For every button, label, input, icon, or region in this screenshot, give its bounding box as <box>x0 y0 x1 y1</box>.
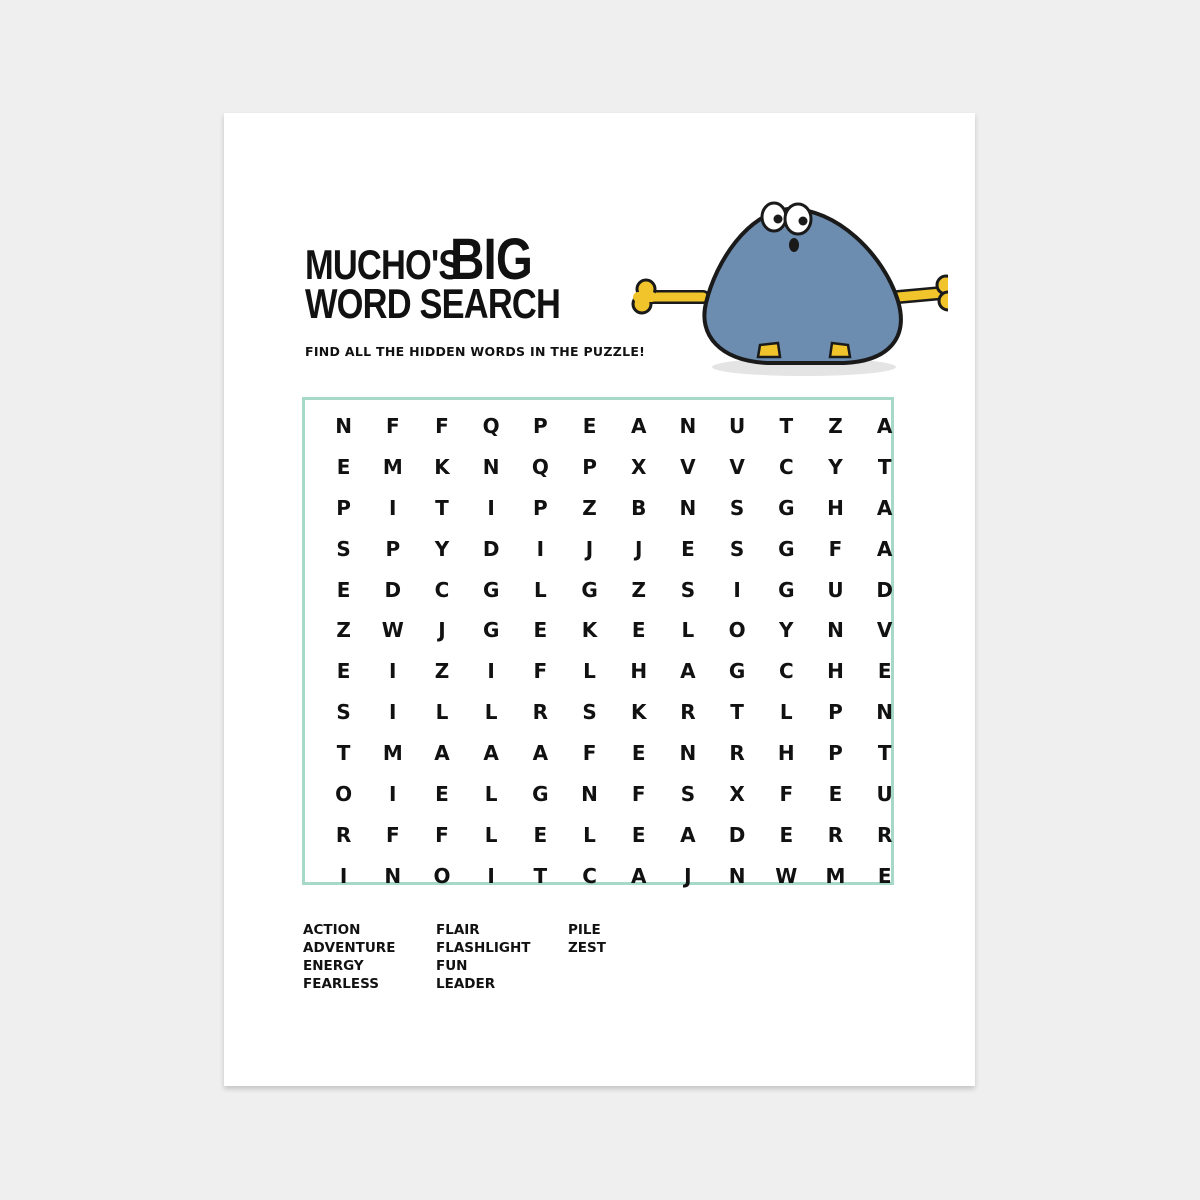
word-list-item: ZEST <box>568 940 606 956</box>
grid-letter[interactable]: N <box>335 414 352 438</box>
grid-letter[interactable]: S <box>336 700 351 725</box>
grid-letter[interactable]: N <box>581 782 598 807</box>
grid-letter[interactable]: U <box>728 414 746 438</box>
grid-letter[interactable]: A <box>434 741 450 766</box>
word-list <box>303 921 606 993</box>
grid-letter[interactable]: T <box>435 495 449 520</box>
grid-letter[interactable]: L <box>435 700 449 725</box>
grid-letter[interactable]: Z <box>582 495 597 520</box>
grid-letter[interactable]: F <box>631 782 646 807</box>
grid-letter[interactable]: C <box>778 659 794 684</box>
grid-letter[interactable]: E <box>533 822 548 847</box>
grid-letter[interactable]: N <box>679 741 697 766</box>
grid-letter[interactable]: P <box>828 741 843 766</box>
grid-letter[interactable]: H <box>827 495 844 520</box>
title-mucho: MUCHO'S <box>305 241 461 288</box>
grid-letter[interactable]: X <box>729 782 745 807</box>
word-list-item: FLASHLIGHT <box>436 940 531 956</box>
mucho-mascot-icon <box>608 185 948 385</box>
grid-letter[interactable]: L <box>681 618 695 643</box>
grid-letter[interactable]: S <box>729 495 745 520</box>
instructions: FIND ALL THE HIDDEN WORDS IN THE PUZZLE! <box>305 344 646 359</box>
grid-letter[interactable]: R <box>335 822 352 847</box>
grid-letter[interactable]: A <box>630 414 647 438</box>
grid-letter[interactable]: E <box>877 659 892 684</box>
grid-letter[interactable]: R <box>680 700 696 725</box>
grid-letter[interactable]: S <box>582 700 597 725</box>
grid-letter[interactable]: E <box>681 536 695 561</box>
grid-letter[interactable]: A <box>876 414 893 438</box>
grid-letter[interactable]: T <box>336 741 351 766</box>
grid-letter[interactable]: D <box>482 536 500 561</box>
grid-letter[interactable]: J <box>438 618 446 643</box>
grid-letter[interactable]: F <box>533 659 548 684</box>
title-word-search: WORD SEARCH <box>305 280 561 327</box>
worksheet-page <box>224 113 975 1086</box>
word-search-grid <box>319 414 909 905</box>
grid-letter[interactable]: K <box>581 618 598 643</box>
word-list-item: LEADER <box>436 976 496 992</box>
grid-letter[interactable]: Y <box>779 618 794 643</box>
grid-letter[interactable]: U <box>876 782 893 807</box>
grid-letter[interactable]: E <box>435 782 449 807</box>
grid-letter[interactable]: E <box>631 822 646 847</box>
grid-letter[interactable]: T <box>779 414 794 438</box>
grid-letter[interactable]: Q <box>531 454 549 479</box>
grid-letter[interactable]: I <box>536 536 545 561</box>
grid-letter[interactable]: N <box>384 863 402 888</box>
grid-letter[interactable]: L <box>779 700 793 725</box>
grid-letter[interactable]: O <box>433 863 451 888</box>
grid-letter[interactable]: F <box>435 822 449 847</box>
grid-letter[interactable]: E <box>877 863 892 888</box>
grid-letter[interactable]: T <box>877 741 892 766</box>
grid-letter[interactable]: L <box>583 822 596 847</box>
title-line-1 <box>305 227 616 292</box>
grid-letter[interactable]: P <box>336 495 351 520</box>
grid-letter[interactable]: F <box>435 414 449 438</box>
word-list-item: ADVENTURE <box>303 940 396 956</box>
grid-letter[interactable]: P <box>533 495 548 520</box>
grid-letter[interactable]: J <box>634 536 643 561</box>
grid-letter[interactable]: X <box>631 454 647 479</box>
grid-letter[interactable]: P <box>385 536 401 561</box>
grid-letter[interactable]: N <box>827 618 844 643</box>
grid-letter[interactable]: W <box>775 863 798 888</box>
grid-letter[interactable]: S <box>729 536 745 561</box>
grid-letter[interactable]: T <box>730 700 744 725</box>
grid-letter[interactable]: L <box>484 822 498 847</box>
grid-letter[interactable]: O <box>335 782 353 807</box>
grid-letter[interactable]: A <box>876 536 893 561</box>
grid-letter[interactable]: M <box>382 741 403 766</box>
title-big: BIG <box>450 227 533 292</box>
grid-letter[interactable]: U <box>827 577 844 602</box>
grid-letter[interactable]: F <box>828 536 843 561</box>
grid-letter[interactable]: V <box>729 454 745 479</box>
grid-letter[interactable]: E <box>336 577 351 602</box>
word-list-item: ENERGY <box>303 958 364 974</box>
grid-letter[interactable]: S <box>680 577 696 602</box>
grid-letter[interactable]: E <box>631 741 646 766</box>
grid-letter[interactable]: I <box>389 495 397 520</box>
grid-letter[interactable]: I <box>487 659 495 684</box>
grid-letter[interactable]: M <box>825 863 846 888</box>
grid-letter[interactable]: D <box>384 577 402 602</box>
grid-letter[interactable]: N <box>482 454 500 479</box>
grid-letter[interactable]: A <box>876 495 893 520</box>
grid-letter[interactable]: E <box>533 618 548 643</box>
grid-letter[interactable]: P <box>828 700 843 725</box>
grid-letter[interactable]: V <box>876 618 893 643</box>
grid-letter[interactable]: S <box>336 536 351 561</box>
grid-letter[interactable]: F <box>385 822 400 847</box>
grid-letter[interactable]: E <box>336 659 351 684</box>
grid-letter[interactable]: G <box>482 577 500 602</box>
grid-letter[interactable]: I <box>389 700 397 725</box>
grid-letter[interactable]: V <box>680 454 696 479</box>
grid-letter[interactable]: Y <box>828 454 843 479</box>
grid-letter[interactable]: G <box>728 659 746 684</box>
grid-letter[interactable]: A <box>483 741 499 766</box>
grid-letter[interactable]: C <box>434 577 450 602</box>
grid-letter[interactable]: Y <box>434 536 450 561</box>
grid-letter[interactable]: G <box>778 495 795 520</box>
grid-letter[interactable]: R <box>876 822 893 847</box>
grid-letter[interactable]: K <box>434 454 450 479</box>
grid-letter[interactable]: F <box>582 741 597 766</box>
grid-letter[interactable]: H <box>630 659 648 684</box>
grid-letter[interactable]: L <box>484 782 498 807</box>
grid-letter[interactable]: L <box>484 700 498 725</box>
grid-letter[interactable]: G <box>581 577 598 602</box>
grid-letter[interactable]: L <box>583 659 596 684</box>
word-list-column <box>568 921 606 993</box>
grid-letter[interactable]: G <box>778 577 795 602</box>
grid-letter[interactable]: R <box>827 822 844 847</box>
grid-letter[interactable]: I <box>389 782 397 807</box>
grid-letter[interactable]: E <box>336 454 351 479</box>
grid-letter[interactable]: I <box>487 863 495 888</box>
grid-letter[interactable]: G <box>482 618 500 643</box>
word-list-item: PILE <box>568 922 601 938</box>
grid-letter[interactable]: Z <box>336 618 351 643</box>
grid-letter[interactable]: E <box>582 414 597 438</box>
grid-letter[interactable]: T <box>877 454 892 479</box>
grid-letter[interactable]: A <box>532 741 549 766</box>
grid-letter[interactable]: N <box>679 414 697 438</box>
grid-letter[interactable]: I <box>389 659 397 684</box>
grid-letter[interactable]: J <box>585 536 594 561</box>
grid-letter[interactable]: D <box>876 577 893 602</box>
grid-letter[interactable]: Z <box>631 577 646 602</box>
grid-letter[interactable]: J <box>684 863 692 888</box>
grid-letter[interactable]: S <box>680 782 696 807</box>
grid-letter[interactable]: F <box>779 782 794 807</box>
grid-letter[interactable]: I <box>339 863 348 888</box>
word-list-item: FLAIR <box>436 922 480 938</box>
word-list-item: FEARLESS <box>303 976 379 992</box>
grid-letter[interactable]: D <box>728 822 746 847</box>
grid-letter[interactable]: C <box>778 454 794 479</box>
grid-letter[interactable]: H <box>827 659 844 684</box>
grid-letter[interactable]: I <box>733 577 741 602</box>
grid-letter[interactable]: N <box>876 700 894 725</box>
grid-letter[interactable]: Z <box>434 659 450 684</box>
grid-letter[interactable]: E <box>828 782 843 807</box>
grid-letter[interactable]: Z <box>828 414 843 438</box>
word-list-column <box>436 921 568 993</box>
grid-letter[interactable]: L <box>533 577 547 602</box>
grid-letter[interactable]: K <box>630 700 647 725</box>
word-list-item: ACTION <box>303 922 361 938</box>
grid-letter[interactable]: T <box>533 863 548 888</box>
word-list-column <box>303 921 436 993</box>
grid-letter[interactable]: B <box>631 495 647 520</box>
grid-letter[interactable]: P <box>533 414 548 438</box>
grid-letter[interactable]: E <box>779 822 794 847</box>
word-list-item: FUN <box>436 958 468 974</box>
grid-letter[interactable]: P <box>582 454 597 479</box>
grid-letter[interactable]: R <box>532 700 549 725</box>
grid-letter[interactable]: C <box>582 863 597 888</box>
grid-letter[interactable]: M <box>382 454 403 479</box>
grid-letter[interactable]: A <box>680 822 696 847</box>
grid-letter[interactable]: W <box>381 618 404 643</box>
grid-letter[interactable]: E <box>631 618 646 643</box>
grid-letter[interactable]: A <box>680 659 696 684</box>
grid-letter[interactable]: Q <box>482 414 500 438</box>
grid-letter[interactable]: A <box>630 863 647 888</box>
page-title <box>305 227 616 327</box>
grid-letter[interactable]: O <box>728 618 746 643</box>
grid-letter[interactable]: I <box>487 495 495 520</box>
grid-letter[interactable]: R <box>729 741 745 766</box>
grid-letter[interactable]: G <box>778 536 795 561</box>
grid-letter[interactable]: G <box>532 782 549 807</box>
grid-letter[interactable]: N <box>728 863 746 888</box>
word-search-grid-frame <box>302 397 894 888</box>
grid-letter[interactable]: H <box>777 741 795 766</box>
grid-letter[interactable]: F <box>385 414 400 438</box>
grid-letter[interactable]: N <box>679 495 697 520</box>
